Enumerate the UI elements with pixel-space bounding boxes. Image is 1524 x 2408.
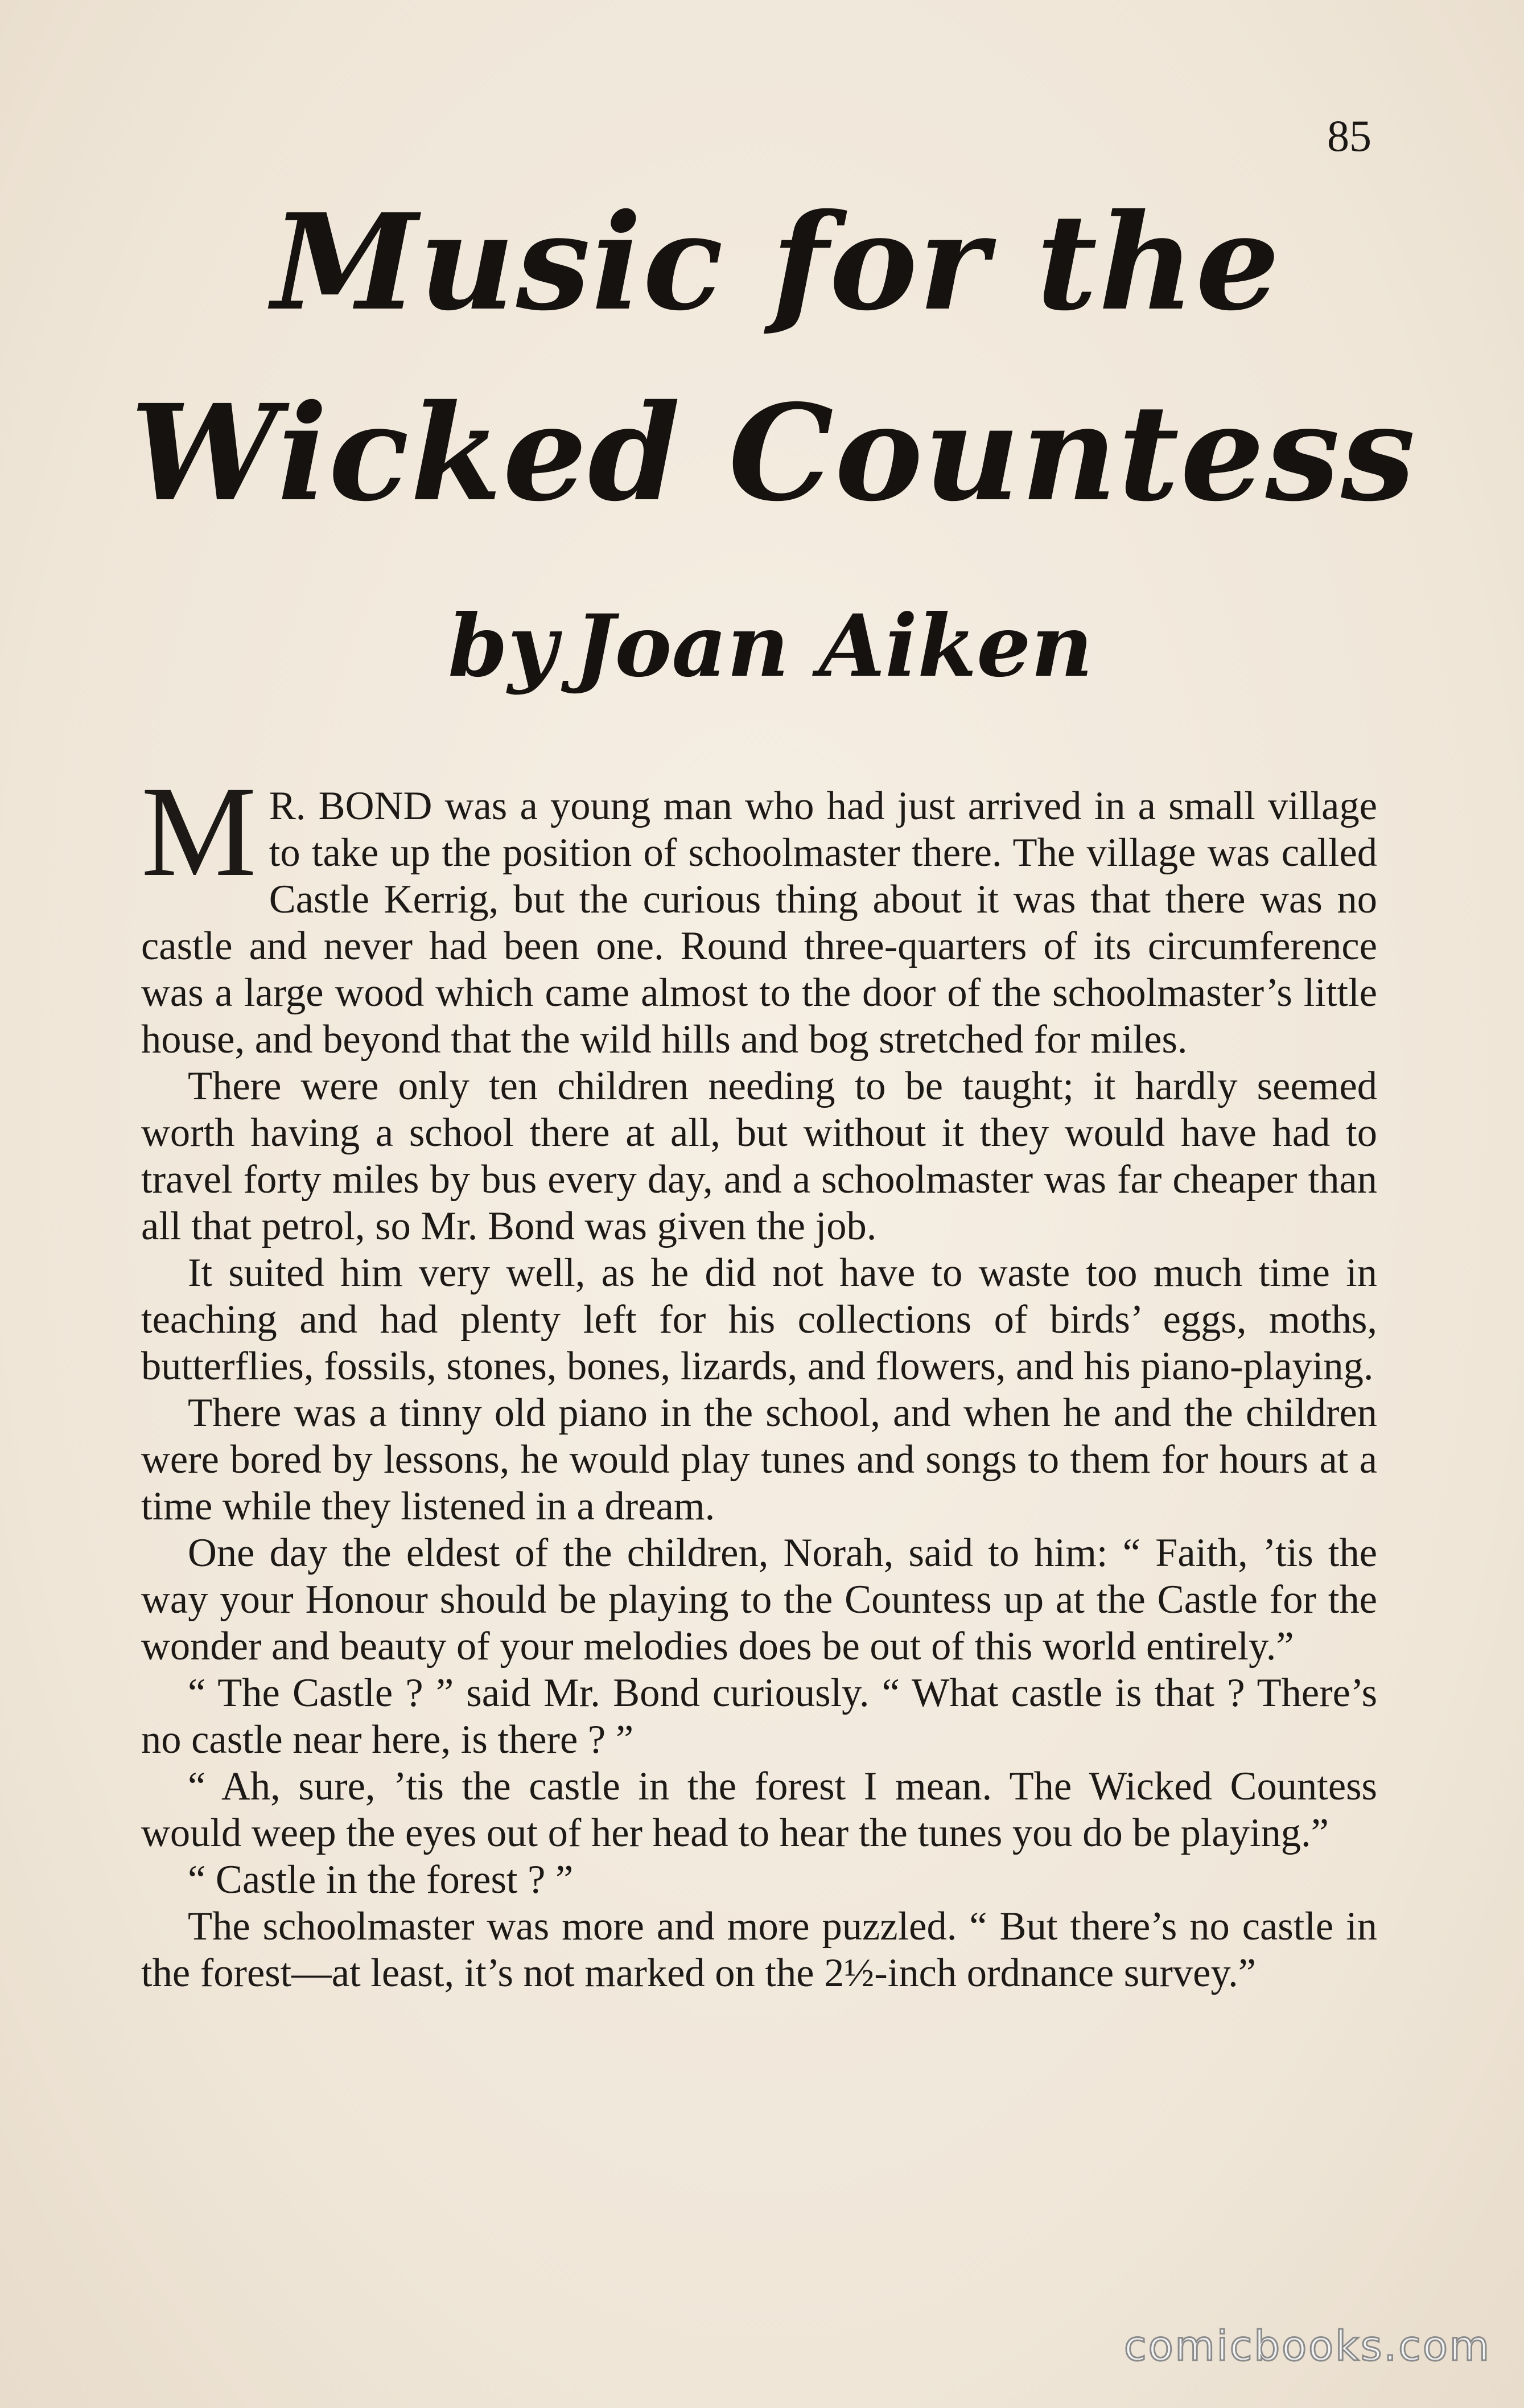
story-body xyxy=(141,760,1377,1996)
paragraph xyxy=(141,760,1377,1063)
drop-cap: M xyxy=(141,760,257,903)
byline-prefix: by xyxy=(448,596,558,696)
paragraph: It suited him very well, as he did not have to waste too much time in teaching and had plenty left for his collections of birds’ eggs, moths, butterflies, fossils, stones, bones, lizards, and flowers, and his piano-playing. xyxy=(141,1251,1377,1388)
author-name: Joan Aiken xyxy=(574,596,1093,696)
page-number: 85 xyxy=(1327,111,1371,161)
paragraph: “ Castle in the forest ? ” xyxy=(188,1858,574,1902)
paragraph: The schoolmaster was more and more puzzled. “ But there’s no castle in the forest—at least, it’s not marked on the 2½-inch ordnance survey.” xyxy=(141,1904,1377,1995)
paragraph-text: R. BOND was a young man who had just arrived in a small village to take up the position of schoolmaster there. The village was called Castle Kerrig, but the curious thing about it was that there was no castle and never had been one. Round three-quarters of its circumference was a large wood which came almost to the door of the schoolmaster’s little house, and beyond that the wild hills and bog stretched for miles. xyxy=(141,784,1377,1062)
byline xyxy=(0,596,1524,696)
story-title-line-2: Wicked Countess xyxy=(130,375,1416,531)
paragraph: “ Ah, sure, ’tis the castle in the forest I mean. The Wicked Countess would weep the eyes out of her head to hear the tunes you do be playing.” xyxy=(141,1764,1377,1855)
paragraph: “ The Castle ? ” said Mr. Bond curiously. “ What castle is that ? There’s no castle near here, is there ? ” xyxy=(141,1671,1377,1762)
paragraph: There was a tinny old piano in the school, and when he and the children were bored by lessons, he would play tunes and songs to them for hours at a time while they listened in a dream. xyxy=(141,1391,1377,1528)
watermark: comicbooks.com xyxy=(1124,2322,1492,2370)
paragraph: One day the eldest of the children, Norah, said to him: “ Faith, ’tis the way your Honour should be playing to the Countess up at the Castle for the wonder and beauty of your melodies does be out of this world entirely.” xyxy=(141,1531,1377,1669)
story-title-line-1: Music for the xyxy=(271,184,1281,340)
paragraph: There were only ten children needing to be taught; it hardly seemed worth having a school there at all, but without it they would have had to travel forty miles by bus every day, and a schoolmaster was far cheaper than all that petrol, so Mr. Bond was given the job. xyxy=(141,1064,1377,1248)
